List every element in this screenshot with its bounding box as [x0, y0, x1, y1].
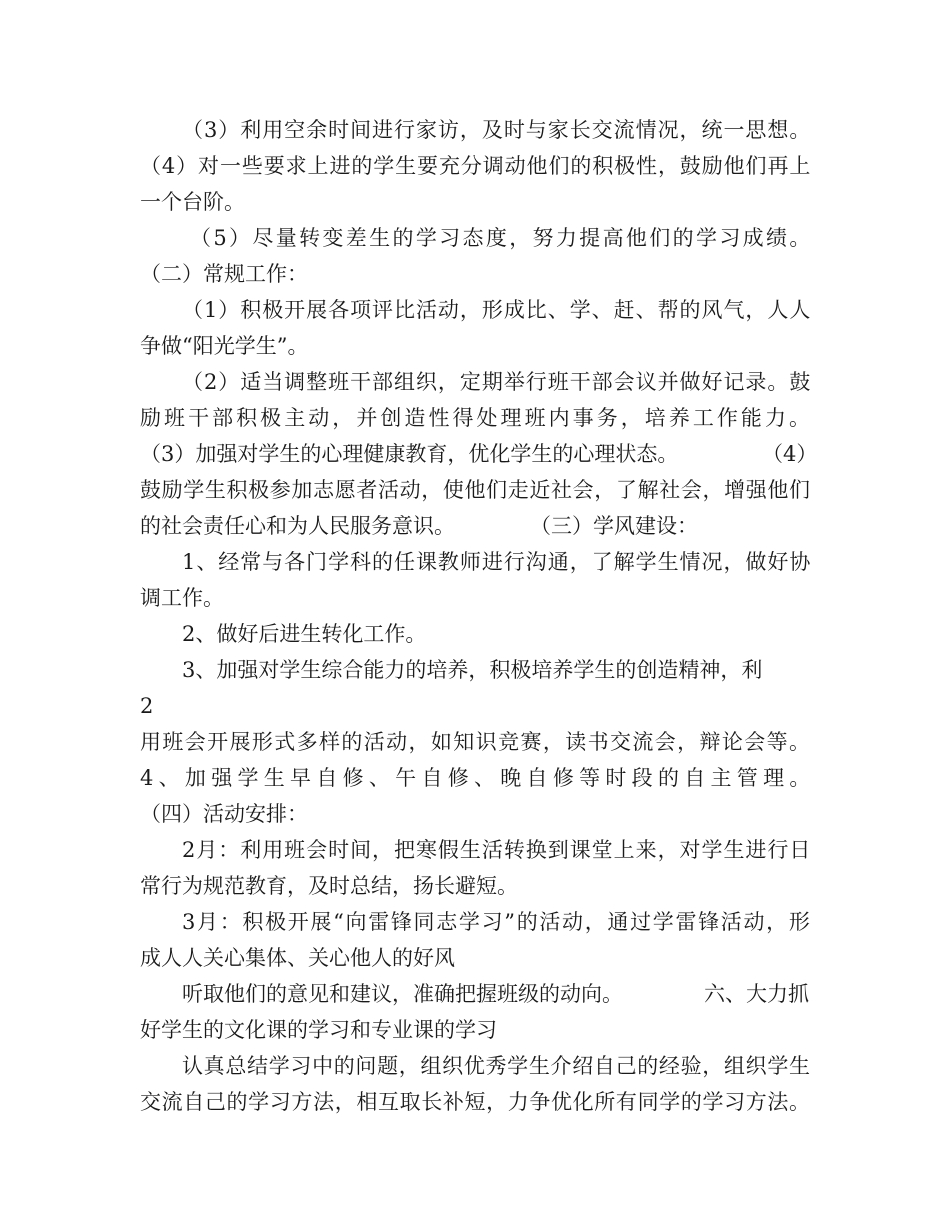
- text-line: 2、做好后进生转化工作。: [182, 622, 427, 646]
- text-line: （四）活动安排：: [140, 802, 308, 826]
- text-line: （4）: [762, 442, 818, 466]
- text-line: 3、加强对学生综合能力的培养，积极培养学生的创造精神，利: [182, 658, 763, 682]
- text-line: 争做“阳光学生”。: [140, 334, 309, 358]
- text-line: 鼓励学生积极参加志愿者活动，使他们走近社会，了解社会，增强他们: [140, 478, 811, 502]
- text-line: 成人人关心集体、关心他人的好风: [140, 946, 455, 970]
- text-line: 一个台阶。: [140, 190, 245, 214]
- text-line: 的社会责任心和为人民服务意识。: [140, 514, 455, 538]
- text-line: 用班会开展形式多样的活动，如知识竞赛，读书交流会，辩论会等。: [140, 730, 812, 754]
- text-line: （1）积极开展各项评比活动，形成比、学、赶、帮的风气，人人: [182, 298, 812, 322]
- text-line: 认真总结学习中的问题，组织优秀学生介绍自己的经验，组织学生: [182, 1054, 811, 1078]
- text-line: 交流自己的学习方法，相互取长补短，力争优化所有同学的学习方法。: [140, 1090, 811, 1114]
- text-line: 六、大力抓: [704, 982, 809, 1006]
- text-line: （三）学风建设：: [530, 514, 698, 538]
- text-line: 励班干部积极主动，并创造性得处理班内事务，培养工作能力。: [140, 406, 814, 430]
- text-line: 4、加强学生早自修、午自修、晚自修等时段的自主管理。: [140, 766, 816, 790]
- text-line: 2月：利用班会时间，把寒假生活转换到课堂上来，对学生进行日: [182, 838, 812, 862]
- text-line: （5）尽量转变差生的学习态度，努力提高他们的学习成绩。: [190, 226, 813, 250]
- text-line: 3月：积极开展“向雷锋同志学习”的活动，通过学雷锋活动，形: [182, 910, 812, 934]
- text-line: （2）适当调整班干部组织，定期举行班干部会议并做好记录。鼓: [182, 370, 812, 394]
- page-number: 2: [140, 694, 154, 718]
- text-line: （3）利用空余时间进行家访，及时与家长交流情况，统一思想。: [182, 118, 812, 142]
- text-line: （二）常规工作：: [140, 262, 308, 286]
- text-line: 调工作。: [140, 586, 224, 610]
- text-line: 1、经常与各门学科的任课教师进行沟通，了解学生情况，做好协: [182, 550, 812, 574]
- text-line: 听取他们的意见和建议，准确把握班级的动向。: [182, 982, 623, 1006]
- text-line: （4）对一些要求上进的学生要充分调动他们的积极性，鼓励他们再上: [140, 154, 812, 178]
- text-line: （3）加强对学生的心理健康教育，优化学生的心理状态。: [140, 442, 679, 466]
- text-line: 常行为规范教育，及时总结，扬长避短。: [140, 874, 518, 898]
- text-line: 好学生的文化课的学习和专业课的学习: [140, 1018, 497, 1042]
